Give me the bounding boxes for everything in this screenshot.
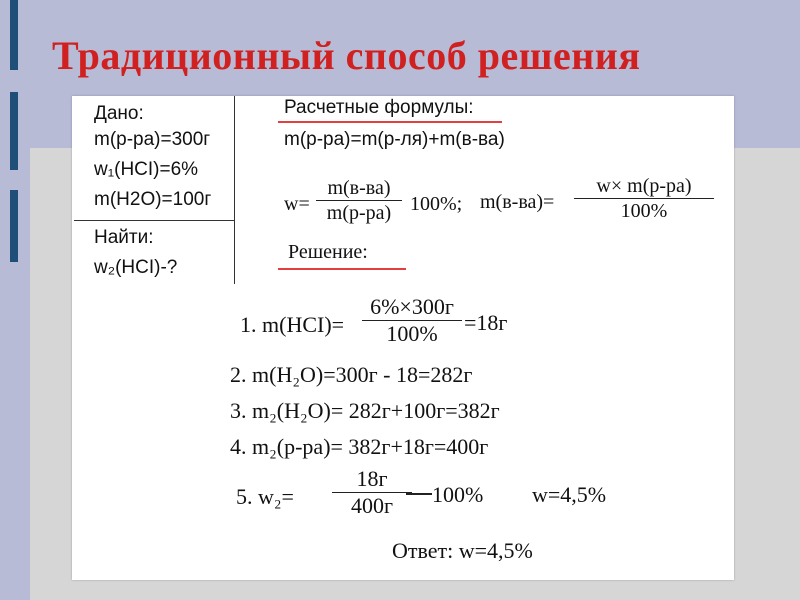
step5-fraction-line-extension [406, 493, 432, 495]
mass2-formula-numerator: w× m(р-ра) [596, 175, 692, 197]
given-item: m(р-ра)=300г [94, 129, 211, 150]
step5-fraction [332, 468, 412, 517]
step5-numerator: 18г [356, 466, 388, 491]
given-item: m(H2O)=100г [94, 189, 212, 210]
step1-numerator: 6%×300г [370, 294, 454, 319]
formulas-underline [278, 121, 502, 123]
step1-denominator: 100% [386, 321, 438, 346]
w-formula-numerator: m(в-ва) [327, 177, 391, 199]
mass2-formula-prefix: m(в-ва)= [480, 191, 555, 213]
decorative-bar [10, 92, 18, 170]
w-formula-prefix: w= [284, 193, 310, 215]
decorative-bar [10, 190, 18, 262]
step3: 3. m₂(H₂O)= 282г+100г=382г [230, 398, 500, 423]
find-item: w₂(HCI)-? [94, 257, 178, 278]
w-formula-fraction [316, 178, 402, 223]
step4: 4. m₂(р-ра)= 382г+18г=400г [230, 434, 489, 459]
find-header: Найти: [94, 227, 154, 248]
step5-prefix: 5. w₂= [236, 484, 294, 509]
given-divider [74, 220, 234, 221]
mass2-formula-denominator: 100% [620, 200, 668, 222]
formulas-header: Расчетные формулы: [284, 97, 474, 118]
step2: 2. m(H₂O)=300г - 18=282г [230, 362, 473, 387]
given-vertical-divider [234, 96, 235, 284]
mass2-formula-fraction [574, 176, 714, 221]
solution-header: Решение: [288, 241, 368, 263]
w-formula-suffix: 100%; [410, 193, 463, 215]
step1-suffix: =18г [464, 310, 508, 335]
step5-result: w=4,5% [532, 482, 607, 507]
step5-denominator: 400г [350, 493, 394, 518]
solution-underline [278, 268, 406, 270]
decorative-bar [10, 0, 18, 70]
w-formula-denominator: m(р-ра) [326, 202, 392, 224]
left-decorative-bars [0, 0, 30, 600]
step1-fraction [362, 296, 462, 345]
step5-suffix: 100% [432, 482, 484, 507]
given-item: w₁(HCI)=6% [94, 159, 199, 180]
solution-sheet [72, 96, 734, 580]
mass-formula: m(р-ра)=m(р-ля)+m(в-ва) [284, 129, 505, 150]
step1-prefix: 1. m(HCI)= [240, 312, 345, 337]
slide-title: Традиционный способ решения [52, 33, 641, 78]
given-header: Дано: [94, 103, 144, 124]
answer: Ответ: w=4,5% [392, 538, 533, 563]
